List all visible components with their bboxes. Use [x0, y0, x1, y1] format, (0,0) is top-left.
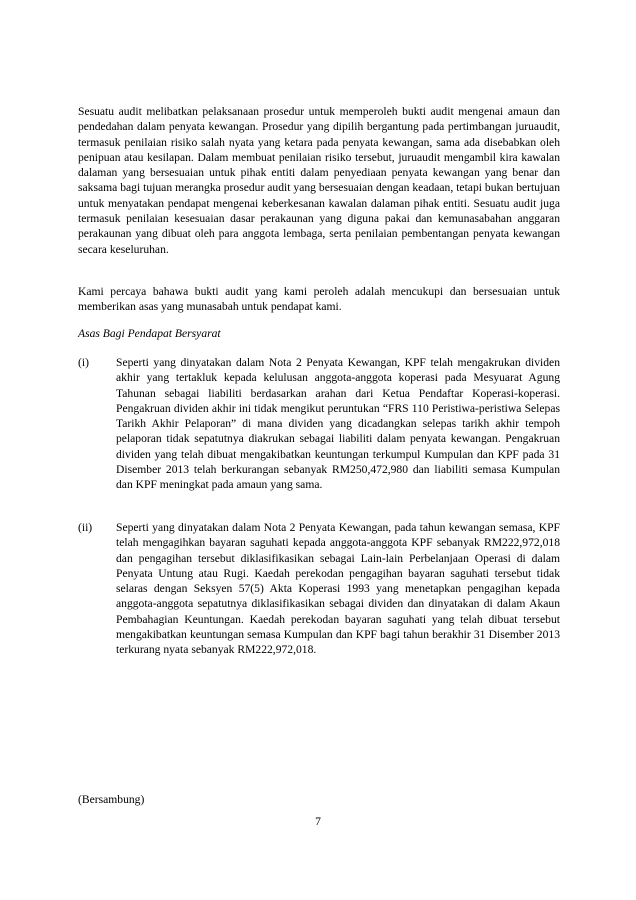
page-number: 7	[315, 815, 321, 828]
section-heading-qualified-opinion: Asas Bagi Pendapat Bersyarat	[78, 327, 221, 340]
list-marker: (i)	[78, 356, 89, 369]
list-item-text: Seperti yang dinyatakan dalam Nota 2 Penyata Kewangan, KPF telah mengakrukan dividen akhir yang tertakluk kepada kelulusan anggota-anggota koperasi pada Mesyuarat Agung Tahunan sebagai liabiliti berdasarkan arahan dari Ketua Pendaftar Koperasi-koperasi. Pengakruan dividen akhir ini tidak mengikut peruntukan “FRS 110 Peristiwa-peristiwa Selepas Tarikh Akhir Pelaporan” di mana dividen yang dicadangkan selepas tarikh akhir tempoh pelaporan tidak sepatutnya diakrukan sebagai liabiliti dalam penyata kewangan. Pengakruan dividen yang telah dibuat mengakibatkan keuntungan terkumpul Kumpulan dan KPF pada 31 Disember 2013 telah berkurangan sebanyak RM250,472,980 dan liabiliti semasa Kumpulan dan KPF meningkat pada amaun yang sama.	[116, 356, 560, 492]
paragraph-audit-evidence: Kami percaya bahawa bukti audit yang kami peroleh adalah mencukupi dan bersesuaian untuk memberikan asas yang munasabah untuk pendapat kami.	[78, 285, 560, 314]
list-marker: (ii)	[78, 521, 93, 534]
list-item	[78, 355, 560, 493]
paragraph-audit-procedures: Sesuatu audit melibatkan pelaksanaan prosedur untuk memperoleh bukti audit mengenai amaun dan pendedahan dalam penyata kewangan. Prosedur yang dipilih bergantung pada pertimbangan juruaudit, termasuk penilaian risiko salah nyata yang ketara pada penyata kewangan, sama ada disebabkan oleh penipuan atau kesilapan. Dalam membuat penilaian risiko tersebut, juruaudit mengambil kira kawalan dalaman yang bersesuaian untuk pihak entiti dalam penyediaan penyata kewangan yang benar dan saksama bagi tujuan merangka prosedur audit yang bersesuaian dengan keadaan, tetapi bukan bertujuan untuk menyatakan pendapat mengenai keberkesanan kawalan dalaman pihak entiti. Sesuatu audit juga termasuk penilaian kesesuaian dasar perakaunan yang diguna pakai dan kemunasabahan anggaran perakaunan yang dibuat oleh para anggota lembaga, serta penilaian pembentangan penyata kewangan secara keseluruhan.	[78, 105, 560, 256]
continued-label: (Bersambung)	[78, 793, 145, 806]
list-item	[78, 520, 560, 658]
list-item-text: Seperti yang dinyatakan dalam Nota 2 Penyata Kewangan, pada tahun kewangan semasa, KPF telah mengagihkan bayaran saguhati kepada anggota-anggota KPF sebanyak RM222,972,018 dan pengagihan tersebut diklasifikasikan sebagai Lain-lain Perbelanjaan Operasi di dalam Penyata Untung atau Rugi. Kaedah perekodan pengagihan bayaran saguhati tersebut tidak selaras dengan Seksyen 57(5) Akta Koperasi 1993 yang menetapkan pengagihan kepada anggota-anggota sepatutnya diklasifikasikan sebagai dividen dan dinyatakan di dalam Akaun Pembahagian Keuntungan. Kaedah perekodan bayaran saguhati yang telah dibuat tersebut mengakibatkan keuntungan semasa Kumpulan dan KPF bagi tahun berakhir 31 Disember 2013 terkurang nyata sebanyak RM222,972,018.	[116, 521, 560, 657]
